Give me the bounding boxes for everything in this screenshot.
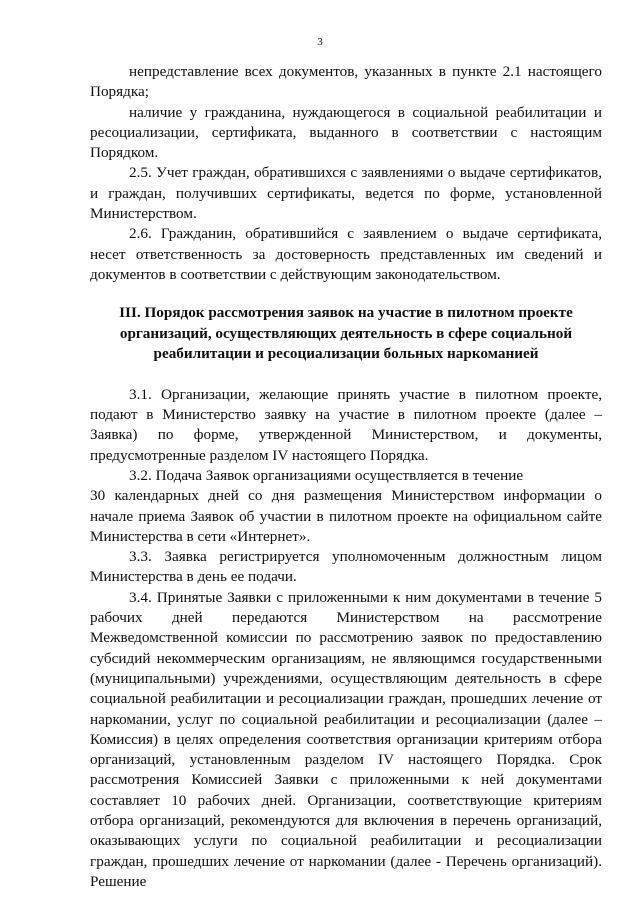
section-heading-line: организаций, осуществляющих деятельность в сфере социальной	[119, 324, 573, 342]
section-heading-3	[90, 303, 602, 365]
paragraph-3-4: 3.4. Принятые Заявки с приложенными к ним документами в течение 5 рабочих дней передаются Министерством на рассмотрение Межведомственной комиссии по рассмотрению заявок по предоставлению субсидий некоммерческим организациям, не являющимся государственными (муниципальными) учреждениями, осуществляющим деятельность в сфере социальной реабилитации и ресоциализации граждан, прошедших лечение от наркомании, услуг по социальной реабилитации и ресоциализации (далее – Комиссия) в целях определения соответствия организации критериям отбора организаций, установленным разделом IV настоящего Порядка. Срок рассмотрения Комиссией Заявки с приложенными к ней документами составляет 10 рабочих дней. Организации, соответствующие критериям отбора организаций, рекомендуются для включения в перечень организаций, оказывающих услуги по социальной реабилитации и ресоциализации граждан, прошедших лечение от наркомании (далее - Перечень организаций). Решение	[90, 588, 602, 890]
paragraph-3-2-first-line: 3.2. Подача Заявок организациями осуществляется в течение	[129, 466, 524, 484]
paragraph-certificate: наличие у гражданина, нуждающегося в социальной реабилитации и ресоциализации, сертификата, выданного в соответствии с настоящим Порядком.	[90, 103, 602, 162]
paragraph-2-6: 2.6. Гражданин, обратившийся с заявлением о выдаче сертификата, несет ответственность за достоверность представленных им сведений и документов в соответствии с действующим законодательством.	[90, 225, 602, 283]
paragraph-3-2-continuation: 30 календарных дней со дня размещения Министерством информации о начале приема Заявок об участии в пилотном проекте на официальном сайте Министерства в сети «Интернет».	[90, 487, 602, 545]
paragraph-2-5: 2.5. Учет граждан, обратившихся с заявлениями о выдаче сертификатов, и граждан, получивших сертификаты, ведется по форме, установленной Министерством.	[90, 164, 602, 223]
section-heading-line: реабилитации и ресоциализации больных наркоманией	[153, 345, 539, 363]
paragraph-nonsubmission: непредставление всех документов, указанных в пункте 2.1 настоящего Порядка;	[90, 63, 602, 101]
page-number: 3	[317, 36, 323, 48]
paragraph-3-3: 3.3. Заявка регистрируется уполномоченным должностным лицом Министерства в день ее подачи.	[90, 548, 602, 586]
section-heading-line: III. Порядок рассмотрения заявок на участие в пилотном проекте	[119, 304, 573, 322]
paragraph-3-1: 3.1. Организации, желающие принять участие в пилотном проекте, подают в Министерство заявку на участие в пилотном проекте (далее – Заявка) по форме, утвержденной Министерством, и документы, предусмотренные разделом IV настоящего Порядка.	[90, 385, 602, 464]
document-body	[90, 62, 602, 892]
